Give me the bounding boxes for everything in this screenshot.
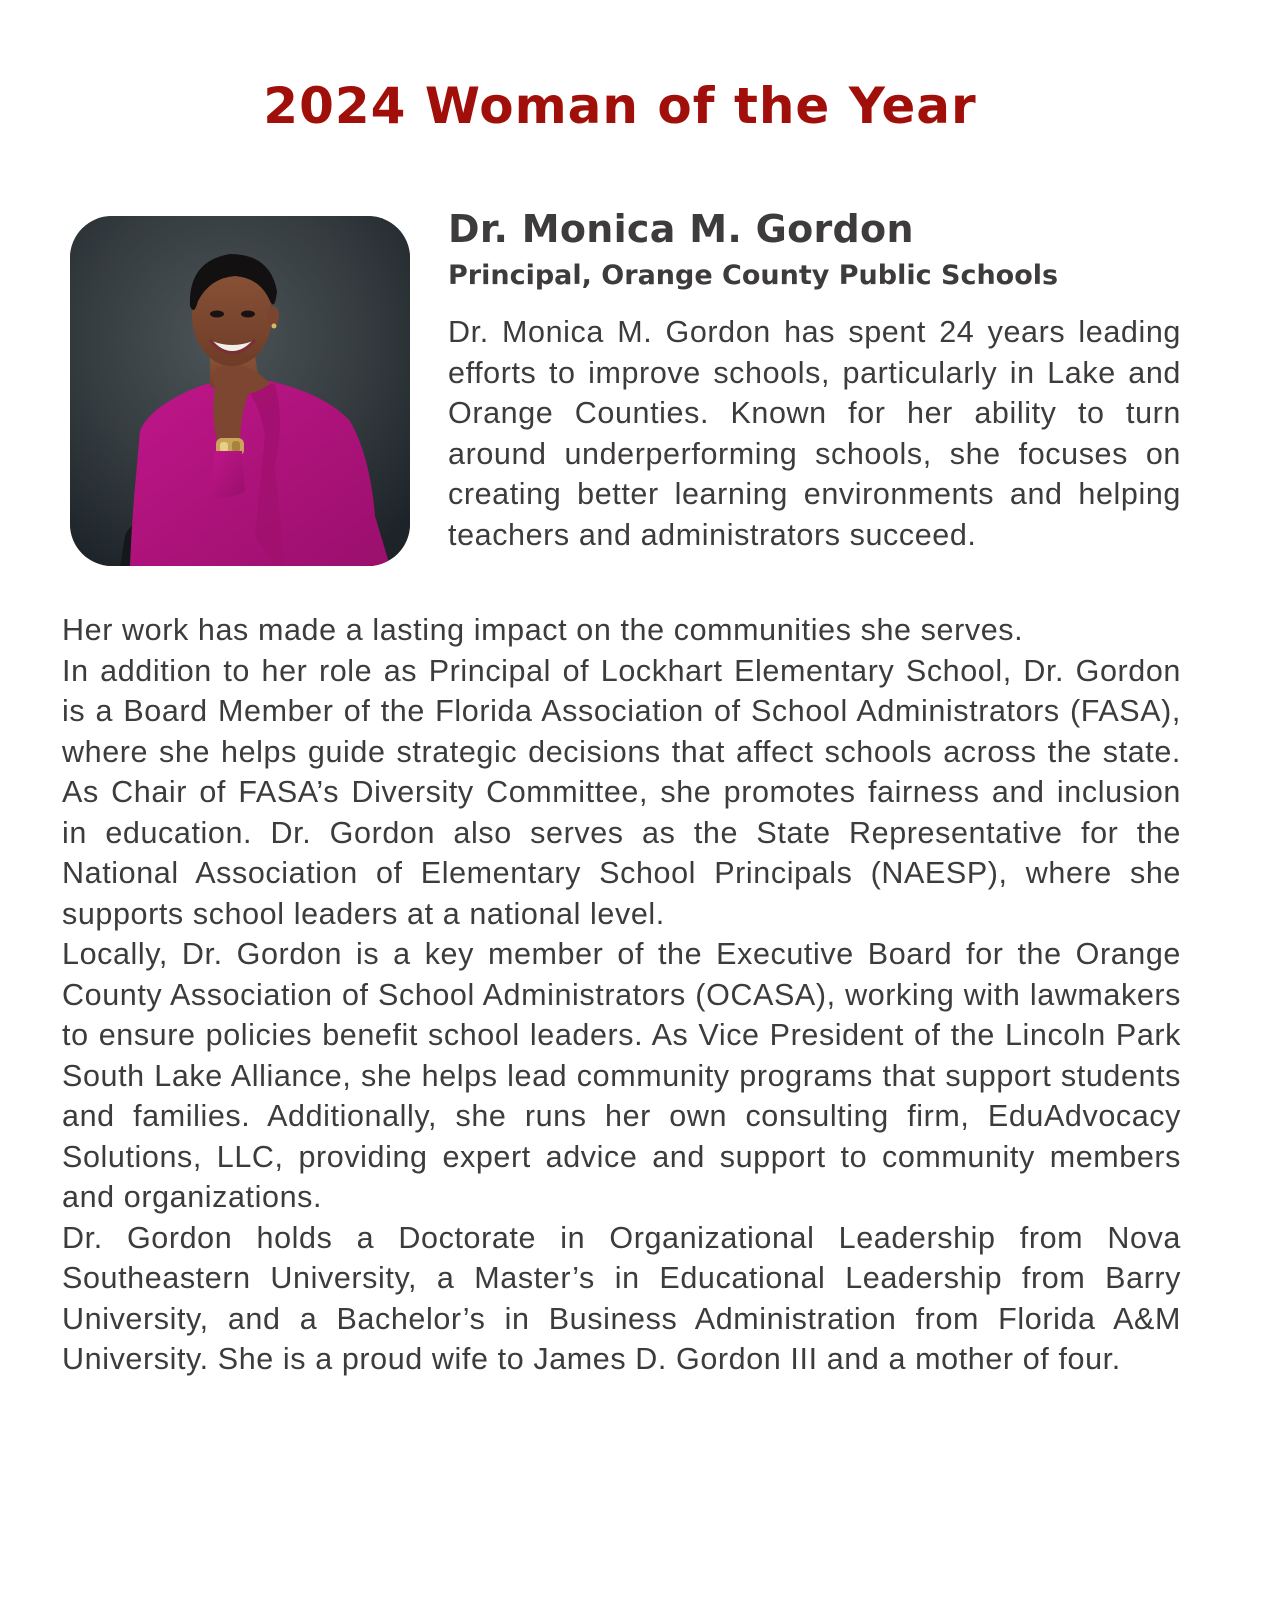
honoree-role: Principal, Orange County Public Schools <box>448 260 1059 291</box>
portrait-image <box>70 216 410 566</box>
bio-paragraph: Her work has made a lasting impact on the communities she serves. <box>62 613 1024 647</box>
profile-photo <box>70 216 410 566</box>
intro-paragraph: Dr. Monica M. Gordon has spent 24 years leading efforts to improve schools, particularly in Lake and Orange Counties. Known for her ability to turn around underperforming schools, she focuses on creating better learning environments and helping teachers and administrators succeed. <box>448 315 1181 552</box>
biography <box>62 610 1181 1380</box>
bio-paragraph: Dr. Gordon holds a Doctorate in Organizational Leadership from Nova Southeastern University, a Master’s in Educational Leadership from Barry University, and a Bachelor’s in Business Administration from Florida A&M University. She is a proud wife to James D. Gordon III and a mother of four. <box>62 1220 1181 1376</box>
page-title: 2024 Woman of the Year <box>263 77 977 135</box>
profile-header <box>448 204 1188 298</box>
honoree-name: Dr. Monica M. Gordon <box>448 207 914 251</box>
bio-paragraph: In addition to her role as Principal of Lockhart Elementary School, Dr. Gordon is a Board Member of the Florida Association of School Administrators (FASA), where she helps guide strategic decisions that affect schools across the state. As Chair of FASA’s Diversity Committee, she promotes fairness and inclusion in education. Dr. Gordon also serves as the State Representative for the National Association of Elementary School Principals (NAESP), where she supports school leaders at a national level. <box>62 653 1181 931</box>
bio-paragraph: Locally, Dr. Gordon is a key member of the Executive Board for the Orange County Association of School Administrators (OCASA), working with lawmakers to ensure policies benefit school leaders. As Vice President of the Lincoln Park South Lake Alliance, she helps lead community programs that support students and families. Additionally, she runs her own consulting firm, EduAdvocacy Solutions, LLC, providing expert advice and support to community members and organizations. <box>62 937 1181 1214</box>
